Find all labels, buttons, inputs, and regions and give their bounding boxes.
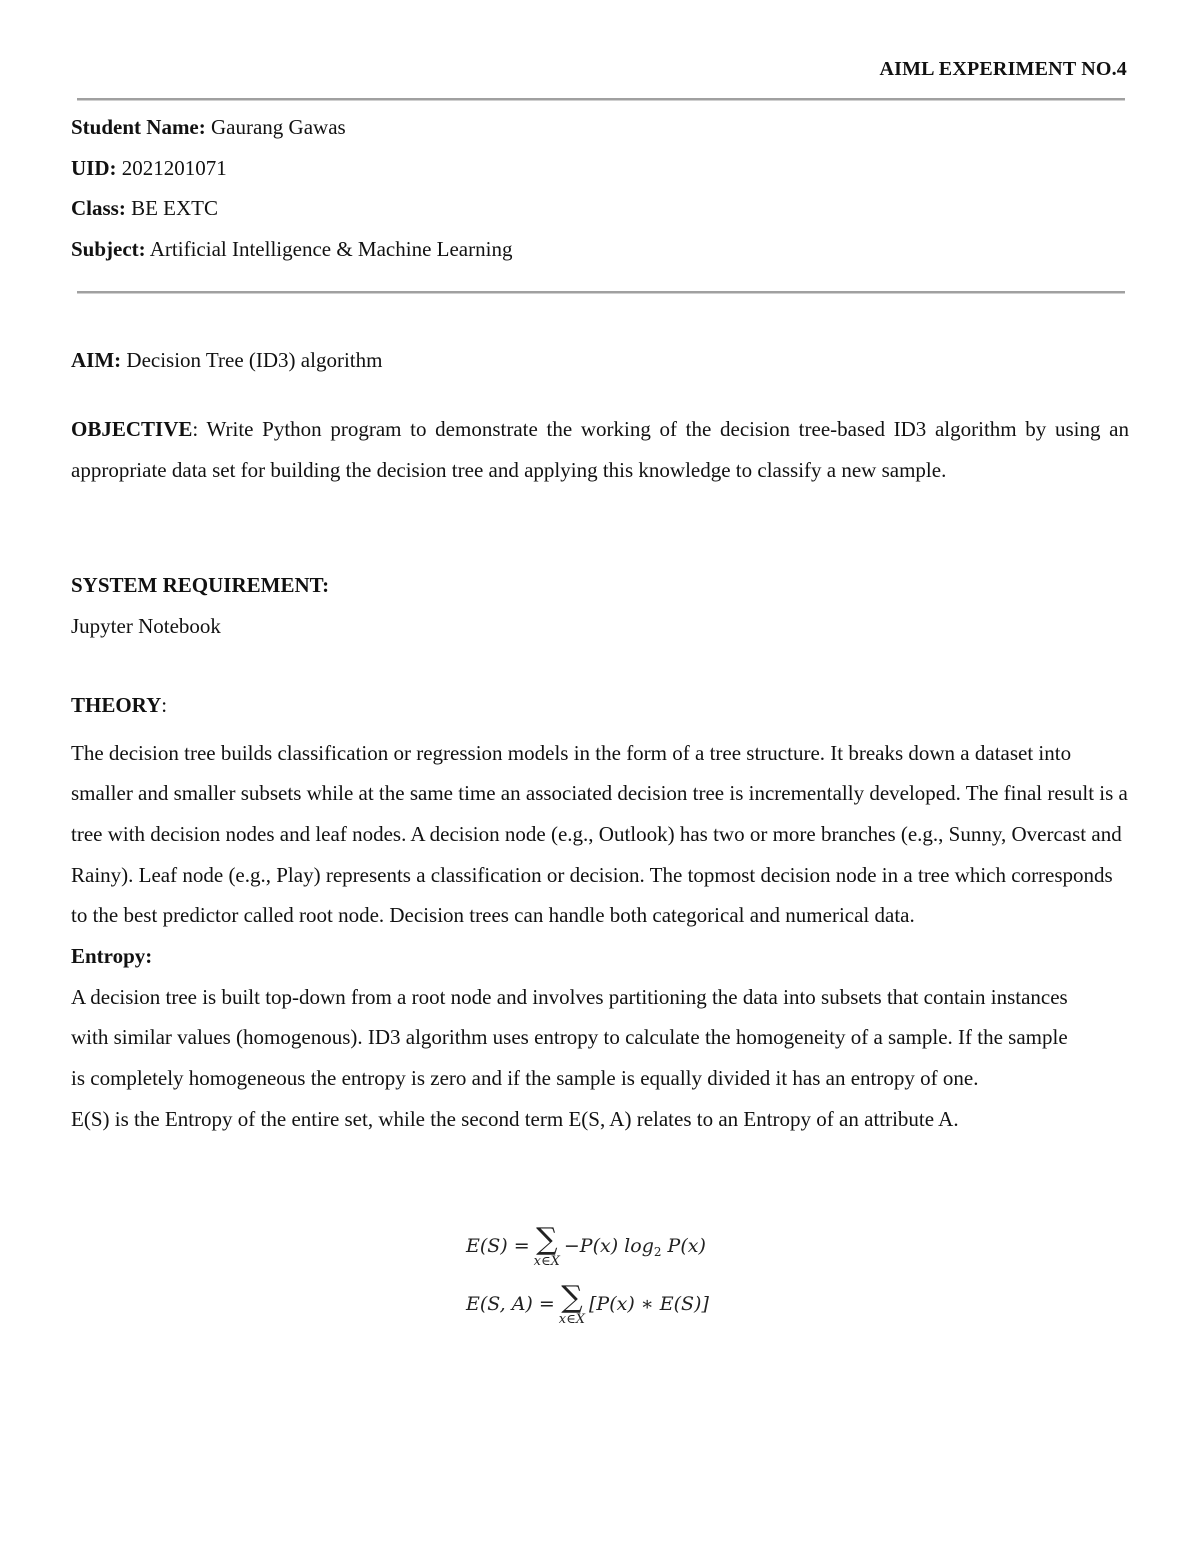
aim-value: Decision Tree (ID3) algorithm bbox=[121, 348, 383, 372]
uid-value: 2021201071 bbox=[116, 155, 227, 180]
bottom-divider bbox=[77, 291, 1125, 294]
system-requirement-label: SYSTEM REQUIREMENT: bbox=[71, 573, 330, 597]
aim-label: AIM: bbox=[71, 348, 122, 372]
system-requirement-section bbox=[71, 572, 1129, 653]
system-requirement-value: Jupyter Notebook bbox=[71, 613, 221, 638]
page-header-title: AIML EXPERIMENT NO.4 bbox=[879, 58, 1127, 80]
sigma-symbol: ∑ bbox=[561, 1280, 583, 1315]
sigma-symbol: ∑ bbox=[536, 1222, 558, 1257]
student-name-value: Gaurang Gawas bbox=[205, 115, 346, 139]
student-info bbox=[71, 114, 512, 276]
attribute-entropy-formula bbox=[466, 1280, 709, 1332]
student-name-line bbox=[71, 114, 512, 155]
class-label: Class: bbox=[71, 196, 126, 220]
formula-2-sum bbox=[558, 1280, 586, 1327]
entropy-formula bbox=[466, 1222, 706, 1274]
entropy-paragraph: A decision tree is built top-down from a root node and involves partitioning the data into subsets that contain instances with similar values (homogenous). ID3 algorithm uses entropy to calculate the homogeneity of a sample. If the sample is completely homogeneous the entropy is zero and if the sample is equally divided it has an entropy of one. bbox=[71, 984, 1068, 1091]
formula-2-rhs: [P(x) ∗ E(S)] bbox=[589, 1293, 709, 1315]
theory-section bbox=[71, 692, 1129, 1140]
entropy-note: E(S) is the Entropy of the entire set, while the second term E(S, A) relates to an Entropy of an attribute A. bbox=[71, 1106, 959, 1131]
class-line bbox=[71, 195, 512, 236]
formula-2-lhs: E(S, A) = bbox=[466, 1293, 555, 1315]
theory-label: THEORY bbox=[71, 693, 162, 717]
theory-paragraph: The decision tree builds classification or regression models in the form of a tree structure. It breaks down a dataset into smaller and smaller subsets while at the same time an associated decision tree is incrementally developed. The final result is a tree with decision nodes and leaf nodes. A decision node (e.g., Outlook) has two or more branches (e.g., Sunny, Overcast and Rainy). Leaf node (e.g., Play) represents a classification or decision. The topmost decision node in a tree which corresponds to the best predictor called root node. Decision trees can handle both categorical and numerical data. bbox=[71, 740, 1128, 928]
theory-heading bbox=[71, 692, 1129, 733]
top-divider bbox=[77, 98, 1125, 101]
aim-section bbox=[71, 347, 1129, 373]
objective-label: OBJECTIVE bbox=[71, 417, 193, 441]
objective-value: : Write Python program to demonstrate the working of the decision tree-based ID3 algorithm by using an appropriate data set for building the decision tree and applying this knowledge to classify a new sample. bbox=[71, 417, 1129, 482]
formula-1-rhs-b: P(x) bbox=[661, 1235, 706, 1257]
formula-1-rhs bbox=[564, 1231, 706, 1267]
student-name-label: Student Name: bbox=[71, 115, 206, 139]
formula-1-subscript: x∈X bbox=[533, 1254, 560, 1269]
formula-1-lhs: E(S) = bbox=[466, 1235, 530, 1257]
entropy-label: Entropy: bbox=[71, 944, 153, 969]
theory-label-suffix: : bbox=[161, 693, 168, 717]
class-value: BE EXTC bbox=[125, 196, 219, 220]
subject-line bbox=[71, 236, 512, 277]
formula-1-log-base: 2 bbox=[653, 1245, 662, 1259]
formula-1-sum bbox=[533, 1222, 560, 1269]
uid-label: UID: bbox=[71, 155, 117, 180]
formula-1-rhs-a: −P(x) log bbox=[563, 1235, 654, 1257]
objective-section bbox=[71, 409, 1129, 490]
formula-2-subscript: x∈X bbox=[558, 1312, 586, 1327]
subject-value: Artificial Intelligence & Machine Learning bbox=[145, 236, 513, 261]
uid-line bbox=[71, 155, 512, 196]
subject-label: Subject: bbox=[71, 236, 146, 261]
